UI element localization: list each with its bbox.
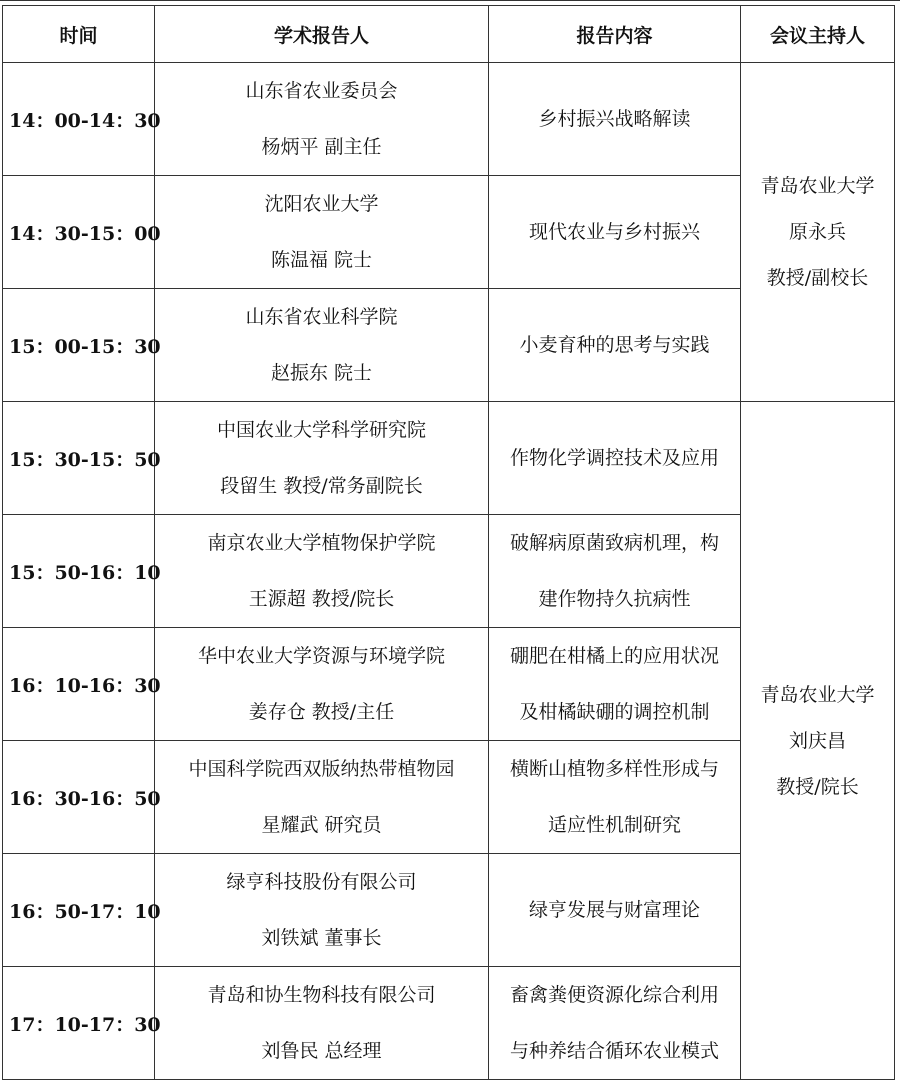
host-cell: [741, 402, 895, 1080]
speaker-org: 沈阳农业大学: [264, 193, 379, 215]
host-name: 刘庆昌: [788, 729, 846, 752]
topic-cell: [489, 63, 741, 176]
topic-line: 适应性机制研究: [547, 814, 681, 836]
speaker-org: 绿亨科技股份有限公司: [226, 871, 417, 893]
speaker-name: 赵振东 院士: [270, 362, 373, 384]
speaker-name: 姜存仓 教授/主任: [248, 701, 395, 723]
host-title: 教授/副校长: [766, 267, 869, 289]
speaker-name: 王源超 教授/院长: [248, 588, 395, 610]
topic-line: 小麦育种的思考与实践: [519, 334, 710, 356]
speaker-cell: [155, 402, 489, 515]
table-row: [3, 402, 895, 515]
time-cell: 16：10-16：30: [3, 628, 155, 741]
time-cell: 17：10-17：30: [3, 967, 155, 1080]
time-cell: 15：00-15：30: [3, 289, 155, 402]
speaker-name: 杨炳平 副主任: [261, 136, 382, 158]
time-cell: 16：50-17：10: [3, 854, 155, 967]
speaker-org: 中国农业大学科学研究院: [216, 419, 426, 441]
topic-cell: [489, 628, 741, 741]
topic-cell: [489, 289, 741, 402]
speaker-org: 华中农业大学资源与环境学院: [197, 645, 445, 667]
host-cell: [741, 63, 895, 402]
speaker-org: 山东省农业科学院: [245, 306, 398, 328]
topic-line: 绿亨发展与财富理论: [528, 899, 700, 921]
topic-line: 横断山植物多样性形成与: [509, 758, 719, 780]
schedule-table: [2, 5, 895, 1080]
speaker-cell: [155, 176, 489, 289]
speaker-name: 刘鲁民 总经理: [261, 1040, 382, 1062]
topic-cell: [489, 176, 741, 289]
host-org: 青岛农业大学: [760, 683, 875, 706]
topic-line: 与种养结合循环农业模式: [509, 1040, 719, 1062]
topic-cell: [489, 741, 741, 854]
header-topic: 报告内容: [489, 6, 741, 63]
topic-line: 畜禽粪便资源化综合利用: [509, 984, 719, 1006]
time-cell: 14：00-14：30: [3, 63, 155, 176]
topic-cell: [489, 854, 741, 967]
speaker-cell: [155, 515, 489, 628]
header-speaker: 学术报告人: [155, 6, 489, 63]
speaker-cell: [155, 628, 489, 741]
speaker-cell: [155, 854, 489, 967]
topic-cell: [489, 515, 741, 628]
topic-line: 作物化学调控技术及应用: [509, 447, 719, 469]
speaker-cell: [155, 967, 489, 1080]
time-cell: 16：30-16：50: [3, 741, 155, 854]
topic-cell: [489, 402, 741, 515]
time-cell: 15：30-15：50: [3, 402, 155, 515]
host-org: 青岛农业大学: [760, 175, 875, 197]
speaker-name: 段留生 教授/常务副院长: [220, 475, 423, 497]
topic-line: 硼肥在柑橘上的应用状况: [509, 645, 719, 667]
speaker-name: 星耀武 研究员: [261, 814, 382, 836]
time-cell: 14：30-15：00: [3, 176, 155, 289]
speaker-cell: [155, 63, 489, 176]
table-row: [3, 63, 895, 176]
topic-cell: [489, 967, 741, 1080]
header-time: 时间: [3, 6, 155, 63]
topic-line: 乡村振兴战略解读: [538, 108, 691, 130]
speaker-org: 青岛和协生物科技有限公司: [207, 984, 436, 1006]
time-cell: 15：50-16：10: [3, 515, 155, 628]
topic-line: 建作物持久抗病性: [538, 588, 691, 610]
top-border: [0, 0, 900, 1]
topic-line: 现代农业与乡村振兴: [528, 221, 700, 243]
speaker-name: 刘铁斌 董事长: [261, 927, 382, 949]
topic-line: 破解病原菌致病机理，构: [509, 532, 719, 554]
header-host: 会议主持人: [741, 6, 895, 63]
speaker-org: 山东省农业委员会: [245, 80, 398, 102]
speaker-cell: [155, 289, 489, 402]
speaker-cell: [155, 741, 489, 854]
topic-line: 及柑橘缺硼的调控机制: [519, 701, 710, 723]
speaker-org: 中国科学院西双版纳热带植物园: [188, 758, 455, 780]
speaker-name: 陈温福 院士: [270, 249, 373, 271]
schedule-body: [3, 63, 895, 1080]
host-name: 原永兵: [788, 221, 846, 243]
host-title: 教授/院长: [776, 775, 859, 798]
header-row: [3, 6, 895, 63]
speaker-org: 南京农业大学植物保护学院: [207, 532, 436, 554]
